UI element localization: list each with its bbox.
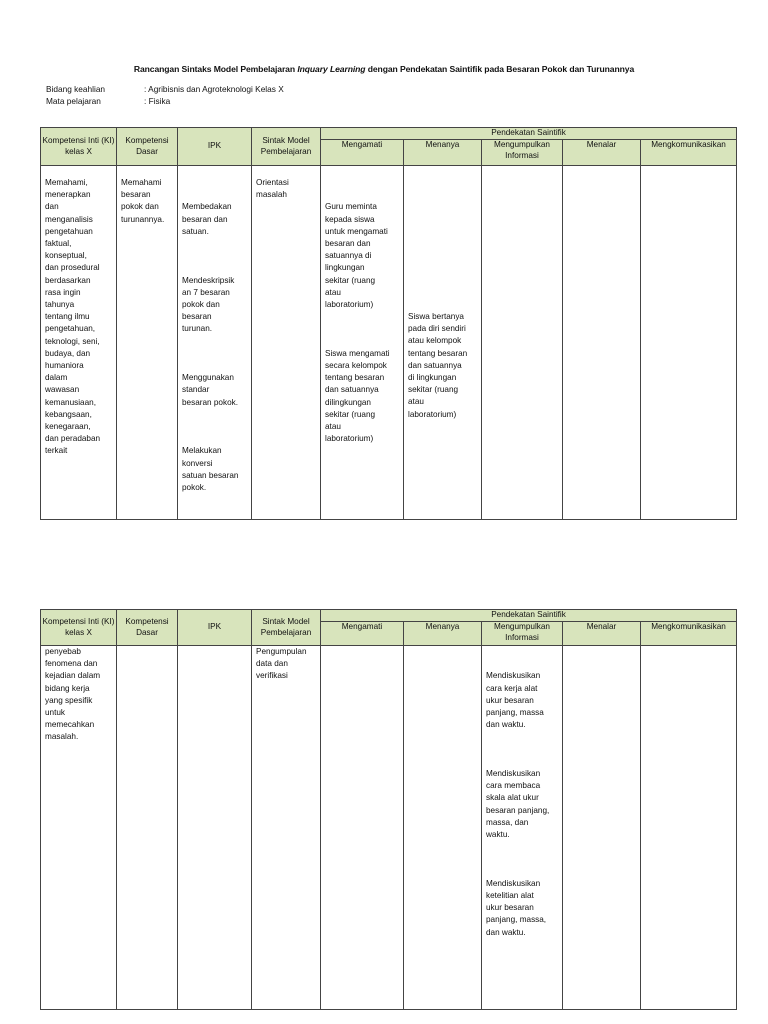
- header-menanya: Menanya: [404, 622, 482, 646]
- ipk-item: Mendeskripsik an 7 besaran pokok dan besaran turunan.: [182, 275, 235, 334]
- cell-menanya: [404, 166, 482, 520]
- title-suffix: dengan Pendekatan Saintifik pada Besaran Pokok dan Turunannya: [365, 64, 635, 74]
- header-sintak-model: Sintak Model Pembelajaran: [252, 610, 321, 646]
- mengumpulkan-item: Mendiskusikan cara kerja alat ukur besaran panjang, massa dan waktu.: [486, 671, 544, 730]
- mengamati-item: Siswa mengamati secara kelompok tentang besaran dan satuannya dilingkungan sekitar (ruang atau laboratorium): [325, 348, 390, 444]
- cell-kd: [117, 166, 178, 520]
- menanya-text: Siswa bertanya pada diri sendiri atau kelompok tentang besaran dan satuannya di lingkungan sekitar (ruang atau laboratorium): [408, 312, 468, 419]
- cell-ipk: [178, 646, 252, 1010]
- mengamati-item: Guru meminta kepada siswa untuk mengamati besaran dan satuannya di lingkungan sekitar (ruang atau laboratorium): [325, 202, 388, 310]
- title-prefix: Rancangan Sintaks Model Pembelajaran: [133, 64, 298, 74]
- cell-mengumpulkan: [482, 166, 563, 520]
- header-menalar: Menalar: [563, 140, 641, 166]
- ki-text: Memahami, menerapkan dan menganalisis pengetahuan faktual, konseptual, dan prosedural berdasarkan rasa ingin tahunya tentang ilmu pengetahuan, teknologi, seni, budaya, dan humaniora dalam wawasan kemanusiaan, kebangsaan, kenegaraan, dan peradaban terkait: [45, 178, 101, 456]
- cell-mengumpulkan: [482, 646, 563, 1010]
- header-mengumpulkan-informasi: Mengumpulkan Informasi: [482, 140, 563, 166]
- meta-value: : Fisika: [144, 96, 170, 106]
- cell-ki: [41, 646, 117, 1010]
- cell-menanya: [404, 646, 482, 1010]
- syntax-table-page-1: [40, 127, 737, 520]
- header-kompetensi-dasar: Kompetensi Dasar: [117, 128, 178, 166]
- header-pendekatan-saintifik: Pendekatan Saintifik: [321, 128, 737, 140]
- cell-menalar: [563, 166, 641, 520]
- cell-menalar: [563, 646, 641, 1010]
- title-model-name: Inquary Learning: [297, 64, 366, 74]
- meta-label: Mata pelajaran: [46, 96, 101, 106]
- cell-sintak: [252, 646, 321, 1010]
- kd-text: Memahami besaran pokok dan turunannya.: [121, 178, 165, 224]
- header-mengamati: Mengamati: [321, 622, 404, 646]
- ki-text: penyebab fenomena dan kejadian dalam bidang kerja yang spesifik untuk memecahkan masalah.: [45, 647, 101, 742]
- cell-ipk: [178, 166, 252, 520]
- meta-label: Bidang keahlian: [46, 84, 106, 94]
- header-kompetensi-dasar: Kompetensi Dasar: [117, 610, 178, 646]
- header-mengamati: Mengamati: [321, 140, 404, 166]
- header-pendekatan-saintifik: Pendekatan Saintifik: [321, 610, 737, 622]
- mengumpulkan-item: Mendiskusikan ketelitian alat ukur besaran panjang, massa, dan waktu.: [486, 878, 547, 937]
- header-kompetensi-inti: Kompetensi Inti (KI) kelas X: [41, 610, 117, 646]
- ipk-item: Membedakan besaran dan satuan.: [182, 202, 232, 236]
- header-mengumpulkan-informasi: Mengumpulkan Informasi: [482, 622, 563, 646]
- header-menanya: Menanya: [404, 140, 482, 166]
- cell-mengkomunikasikan: [641, 646, 737, 1010]
- header-kompetensi-inti: Kompetensi Inti (KI) kelas X: [41, 128, 117, 166]
- header-ipk: IPK: [178, 610, 252, 646]
- header-sintak-model: Sintak Model Pembelajaran: [252, 128, 321, 166]
- cell-mengamati: [321, 646, 404, 1010]
- cell-mengkomunikasikan: [641, 166, 737, 520]
- sintak-text: Orientasi masalah: [256, 178, 289, 200]
- document-title: [0, 64, 768, 74]
- cell-ki: [41, 166, 117, 520]
- header-mengkomunikasikan: Mengkomunikasikan: [641, 622, 737, 646]
- sintak-text: Pengumpulan data dan verifikasi: [256, 647, 307, 681]
- cell-mengamati: [321, 166, 404, 520]
- cell-kd: [117, 646, 178, 1010]
- header-ipk: IPK: [178, 128, 252, 166]
- header-mengkomunikasikan: Mengkomunikasikan: [641, 140, 737, 166]
- meta-value: : Agribisnis dan Agroteknologi Kelas X: [144, 84, 284, 94]
- mengumpulkan-item: Mendiskusikan cara membaca skala alat ukur besaran panjang, massa, dan waktu.: [486, 769, 550, 840]
- syntax-table-page-2: [40, 609, 737, 1010]
- ipk-item: Menggunakan standar besaran pokok.: [182, 373, 238, 407]
- ipk-item: Melakukan konversi satuan besaran pokok.: [182, 446, 239, 493]
- header-menalar: Menalar: [563, 622, 641, 646]
- cell-sintak: [252, 166, 321, 520]
